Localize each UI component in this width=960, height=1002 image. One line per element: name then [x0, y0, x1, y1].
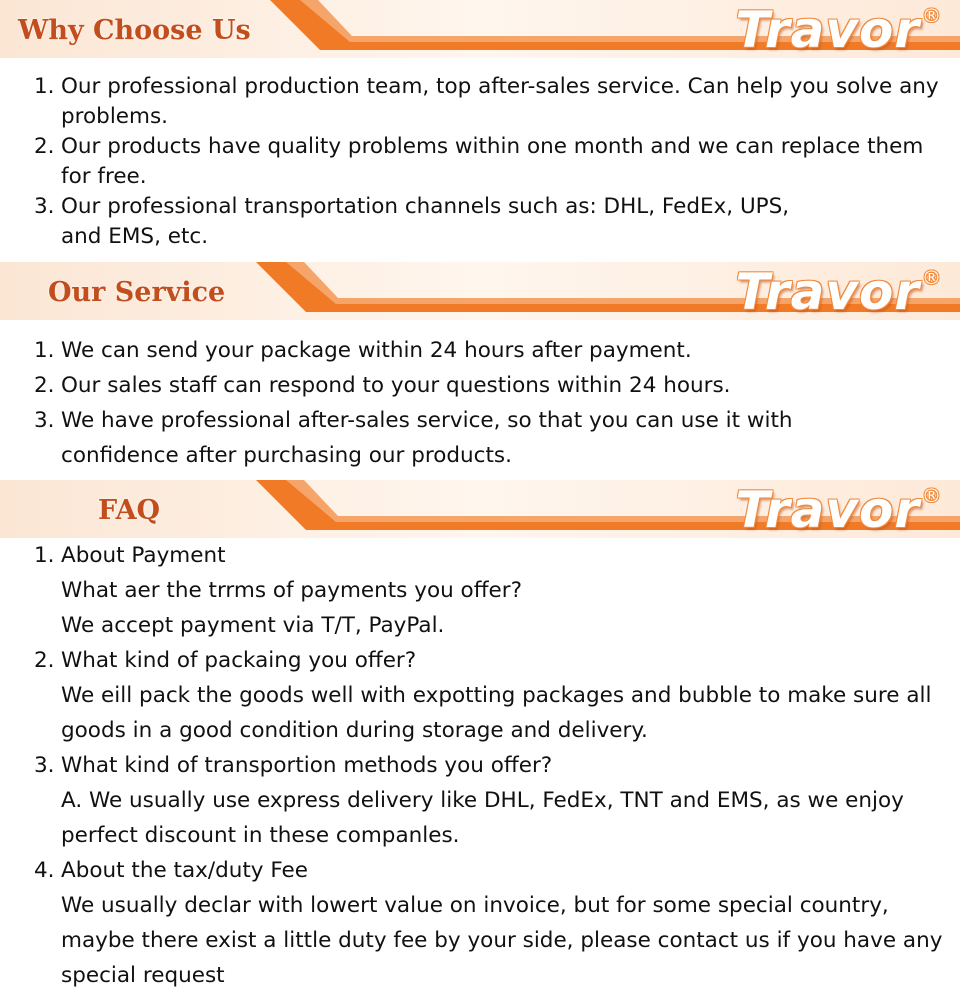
brand-logo: Travor ®: [735, 1, 942, 59]
faq-answer: We accept payment via T/T, PayPal.: [61, 613, 445, 638]
why-list: [34, 72, 944, 252]
faq-question: What kind of packaing you offer?: [61, 648, 417, 673]
list-item: 1. We can send your package within 24 hours after payment.: [34, 338, 692, 363]
list-item: 1. Our professional production team, top after-sales service. Can help you solve any problems.: [34, 74, 939, 129]
list-item: 3. Our professional transportation channels such as: DHL, FedEx, UPS, and EMS, etc.: [34, 194, 790, 249]
section-header-faq: [0, 480, 960, 542]
faq-answer: What aer the trrms of payments you offer?: [61, 578, 523, 603]
list-item: 2. Our products have quality problems within one month and we can replace them for free.: [34, 134, 924, 189]
section-header-service: [0, 262, 960, 324]
list-item: 3. We have professional after-sales service, so that you can use it with confidence after purchasing our products.: [34, 408, 793, 468]
faq-question: About Payment: [61, 543, 226, 568]
section-header-why: [0, 0, 960, 62]
section-title-service: Our Service: [48, 277, 226, 308]
faq-question: About the tax/duty Fee: [61, 858, 308, 883]
faq-question: What kind of transportion methods you offer?: [61, 753, 553, 778]
section-title-why: Why Choose Us: [18, 15, 251, 46]
section-title-faq: FAQ: [98, 495, 161, 526]
list-item: 2. Our sales staff can respond to your questions within 24 hours.: [34, 373, 731, 398]
brand-logo: Travor ®: [735, 481, 942, 539]
brand-logo: Travor ®: [735, 263, 942, 321]
faq-item: 2. What kind of packaing you offer? We eill pack the goods well with expotting packages and bubble to make sure all goods in a good condition during storage and delivery.: [34, 643, 944, 748]
faq-item: 1. About Payment What aer the trrms of payments you offer? We accept payment via T/T, PayPal.: [34, 538, 944, 643]
faq-answer: A. We usually use express delivery like DHL, FedEx, TNT and EMS, as we enjoy perfect discount in these companles.: [61, 788, 904, 848]
faq-item: 3. What kind of transportion methods you offer? A. We usually use express delivery like DHL, FedEx, TNT and EMS, as we enjoy perfect discount in these companles.: [34, 748, 944, 853]
faq-list: [34, 538, 944, 993]
service-list: [34, 333, 944, 473]
faq-item: 4. About the tax/duty Fee We usually declar with lowert value on invoice, but for some special country, maybe there exist a little duty fee by your side, please contact us if you have any special request: [34, 853, 944, 993]
faq-answer: We eill pack the goods well with expotting packages and bubble to make sure all goods in a good condition during storage and delivery.: [61, 683, 932, 743]
faq-answer: We usually declar with lowert value on invoice, but for some special country, maybe there exist a little duty fee by your side, please contact us if you have any special request: [61, 893, 943, 988]
